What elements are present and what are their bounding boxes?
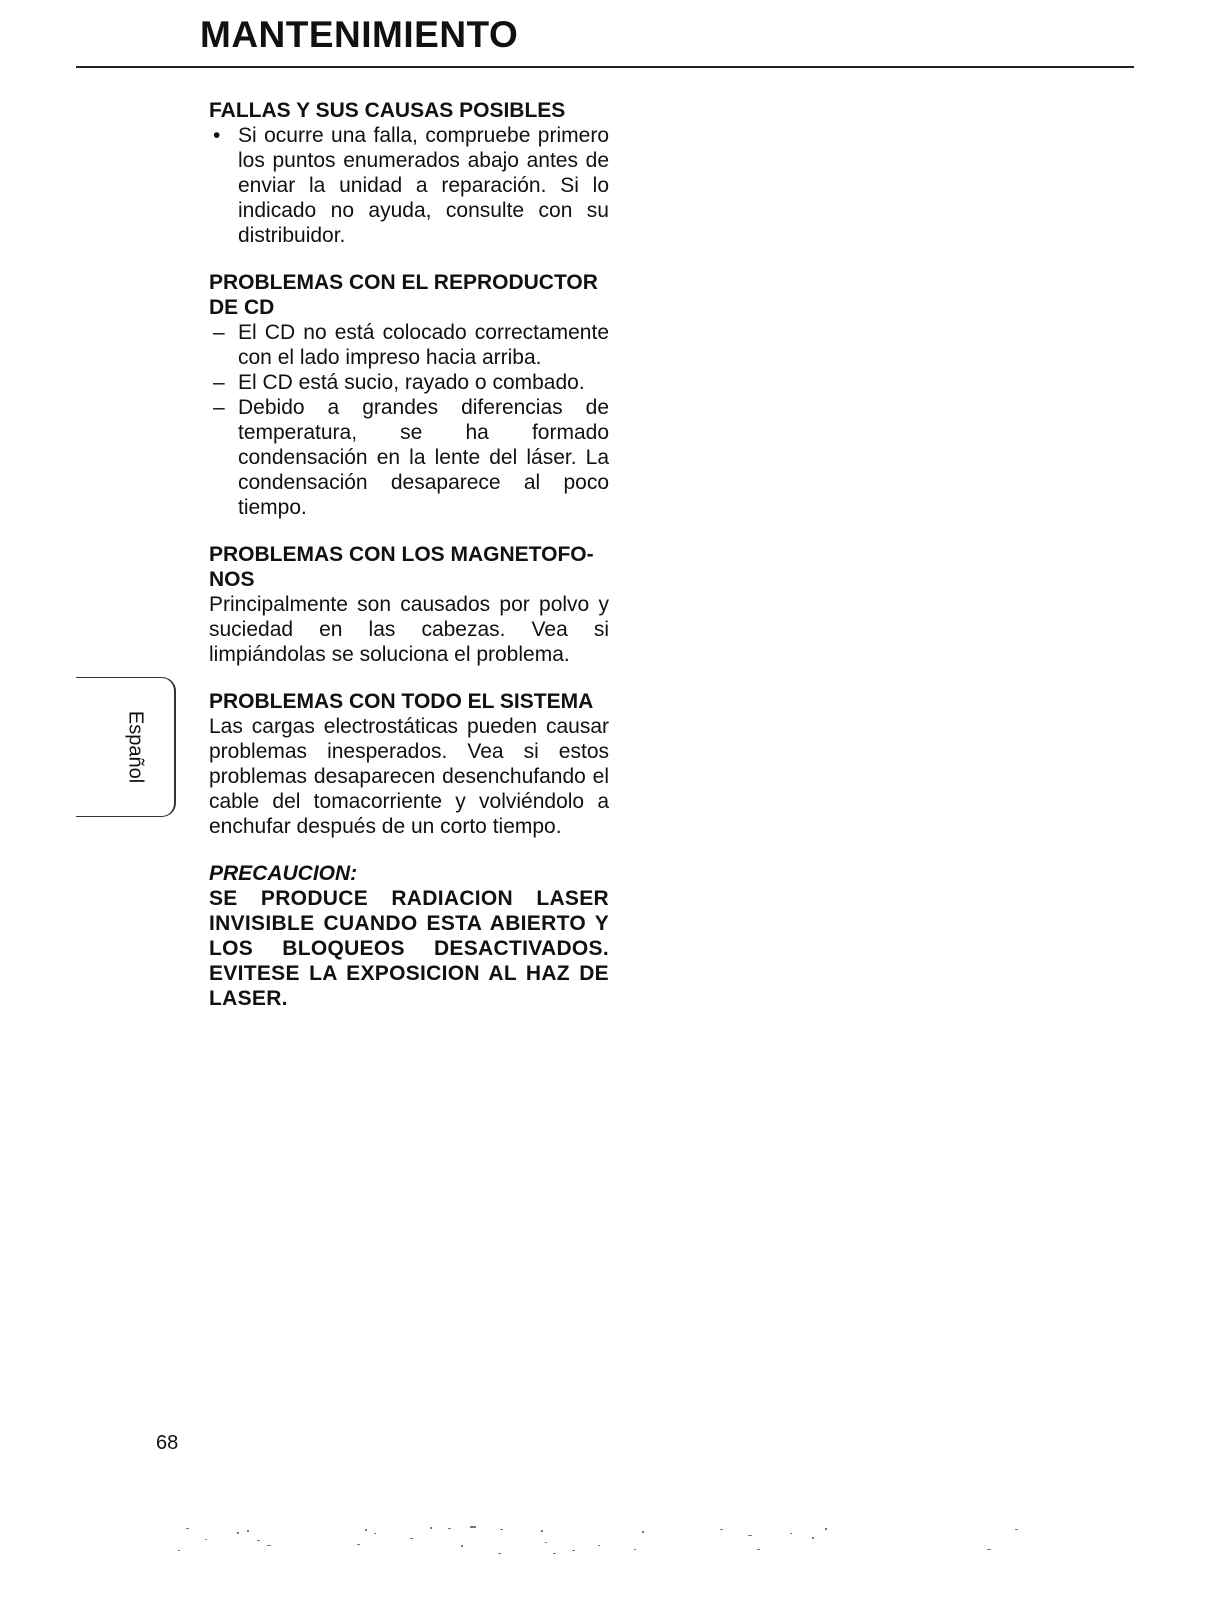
dash-marker: –: [213, 321, 225, 344]
section-sistema: [209, 689, 609, 839]
section-precaucion: [209, 861, 609, 1011]
section-heading: FALLAS Y SUS CAUSAS POSIBLES: [209, 99, 566, 122]
list-item: [209, 395, 609, 520]
page-number: 68: [156, 1432, 179, 1454]
language-tab-label: Español: [124, 710, 147, 784]
list-item: [209, 123, 609, 248]
section-heading: PROBLEMAS CON TODO EL SISTEMA: [209, 690, 594, 713]
section-text: Las cargas electrostáticas pueden causar problemas inesperados. Vea si estos problemas desaparecen desenchufando el cable del tomacorriente y volviéndolo a enchufar después de un corto tiempo.: [209, 715, 609, 838]
section-heading: PROBLEMAS CON LOS MAGNETOFO-NOS: [209, 543, 594, 591]
bullet-marker: •: [213, 124, 221, 147]
item-text: Si ocurre una falla, compruebe primero los puntos enumerados abajo antes de enviar la unidad a reparación. Si lo indicado no ayuda, consulte con su distribuidor.: [238, 124, 609, 247]
item-text: El CD no está colocado correctamente con el lado impreso hacia arriba.: [238, 321, 609, 369]
list-item: [209, 370, 609, 395]
dash-marker: –: [213, 371, 225, 394]
scan-noise: [0, 1515, 1208, 1575]
section-cd: [209, 270, 609, 520]
section-heading: PROBLEMAS CON EL REPRODUCTOR DE CD: [209, 271, 598, 319]
item-text: El CD está sucio, rayado o combado.: [238, 371, 585, 394]
page-title: MANTENIMIENTO: [200, 14, 519, 55]
section-magnetofonos: [209, 542, 609, 667]
title-divider: [76, 66, 1134, 68]
caution-text: SE PRODUCE RADIACION LASER INVISIBLE CUANDO ESTA ABIERTO Y LOS BLOQUEOS DESACTIVADOS. EVITESE LA EXPOSICION AL HAZ DE LASER.: [209, 887, 609, 1010]
list-item: [209, 320, 609, 370]
dash-marker: –: [213, 396, 225, 419]
section-fallas: [209, 98, 609, 248]
item-text: Debido a grandes diferencias de temperatura, se ha formado condensación en la lente del láser. La condensación desaparece al poco tiempo.: [238, 396, 609, 519]
section-text: Principalmente son causados por polvo y suciedad en las cabezas. Vea si limpiándolas se soluciona el problema.: [209, 593, 609, 666]
main-content: [209, 98, 609, 1033]
caution-heading: PRECAUCION:: [209, 862, 358, 885]
